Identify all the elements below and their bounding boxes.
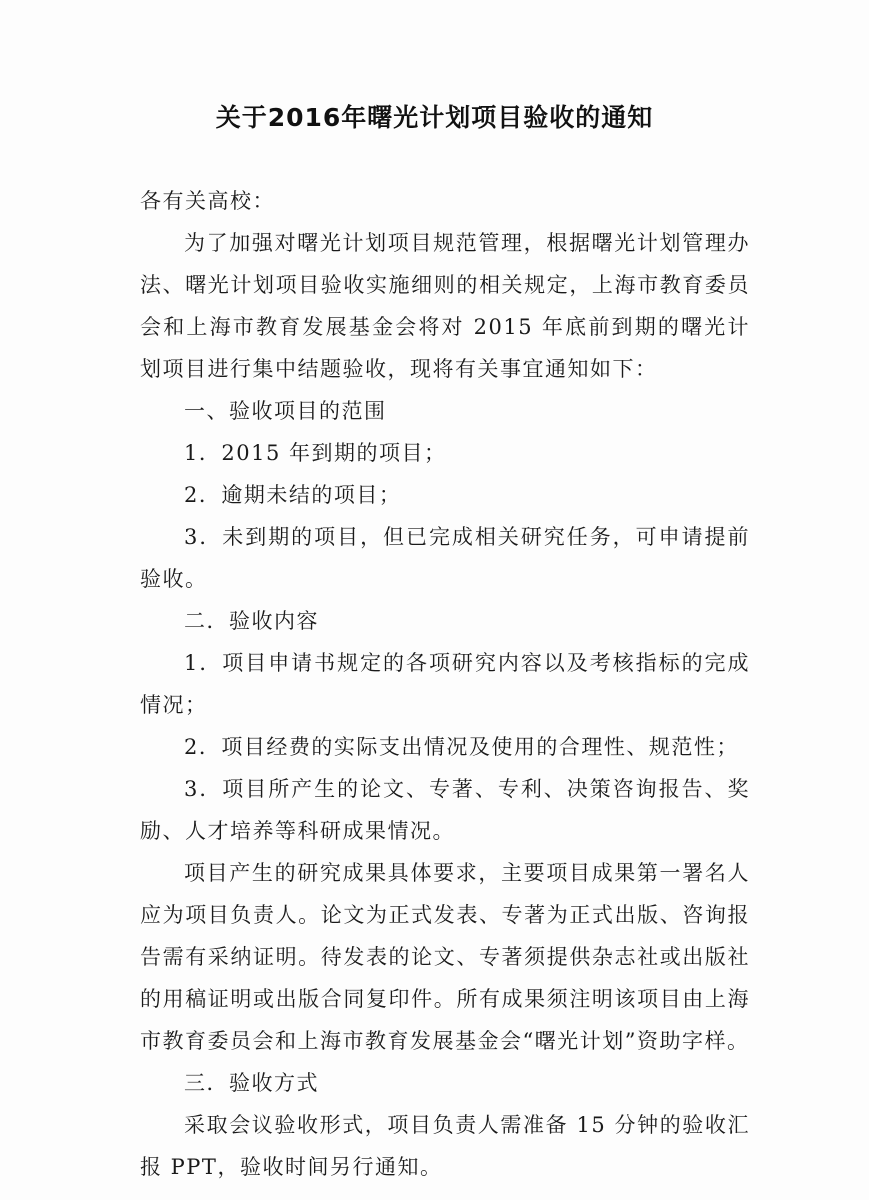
document-body (140, 180, 750, 1188)
content-item-3: 3．项目所产生的论文、专著、专利、决策咨询报告、奖励、人才培养等科研成果情况。 (140, 777, 750, 843)
section-heading-content: 二．验收内容 (184, 609, 319, 633)
requirements-paragraph: 项目产生的研究成果具体要求，主要项目成果第一署名人应为项目负责人。论文为正式发表、专著为正式出版、咨询报告需有采纳证明。待发表的论文、专著须提供杂志社或出版社的用稿证明或出版合同复印件。所有成果须注明该项目由上海市教育委员会和上海市教育发展基金会“曙光计划”资助字样。 (140, 861, 750, 1053)
scope-item-3: 3．未到期的项目，但已完成相关研究任务，可申请提前验收。 (140, 525, 750, 591)
salutation: 各有关高校： (140, 189, 275, 213)
scope-item-2: 2．逾期未结的项目； (184, 483, 402, 507)
content-item-2: 2．项目经费的实际支出情况及使用的合理性、规范性； (184, 735, 739, 759)
method-paragraph: 采取会议验收形式，项目负责人需准备 15 分钟的验收汇报 PPT，验收时间另行通知。 (140, 1113, 750, 1179)
document-title: 关于2016年曙光计划项目验收的通知 (215, 103, 654, 132)
content-item-1: 1．项目申请书规定的各项研究内容以及考核指标的完成情况； (140, 651, 750, 717)
intro-paragraph: 为了加强对曙光计划项目规范管理，根据曙光计划管理办法、曙光计划项目验收实施细则的相关规定，上海市教育委员会和上海市教育发展基金会将对 2015 年底前到期的曙光计划项目进行集中结题验收，现将有关事宜通知如下： (140, 231, 750, 381)
scope-item-1: 1．2015 年到期的项目； (184, 441, 447, 465)
section-heading-method: 三．验收方式 (184, 1071, 319, 1095)
section-heading-scope: 一、验收项目的范围 (184, 399, 387, 423)
